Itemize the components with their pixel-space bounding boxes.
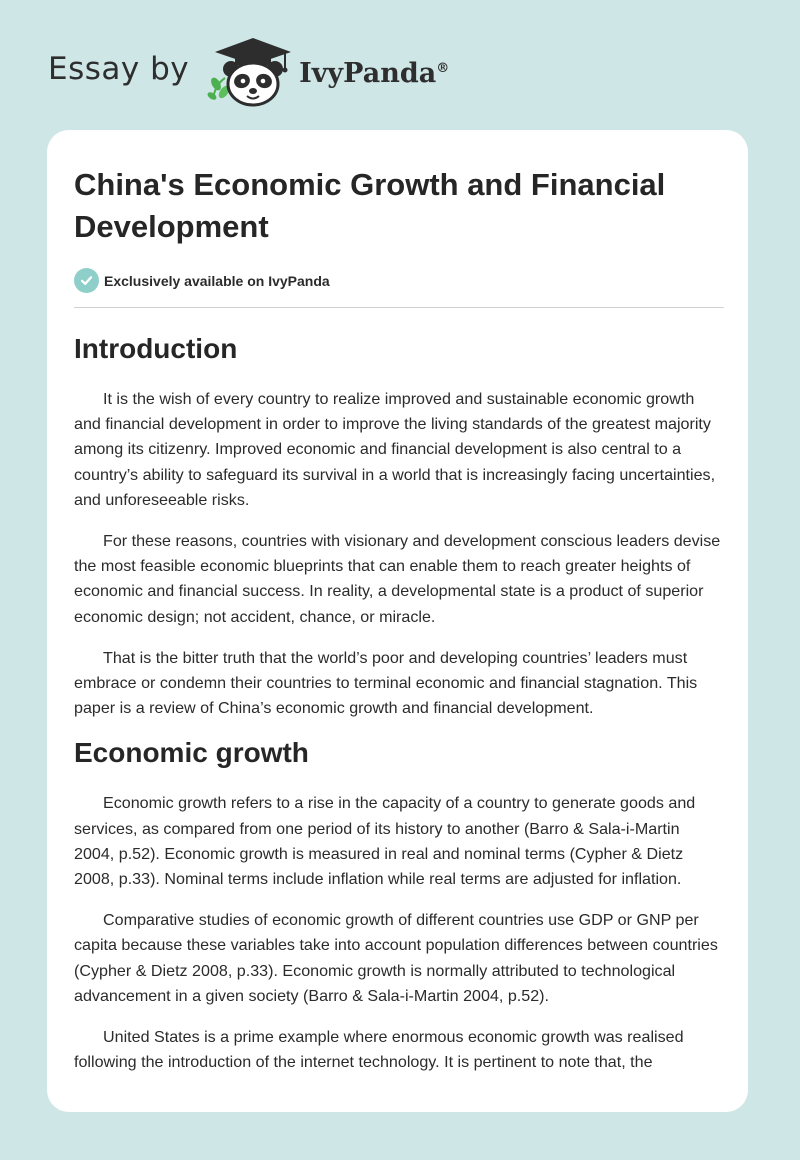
registered-mark: ® (436, 60, 450, 76)
title-divider (74, 307, 724, 308)
paragraph: United States is a prime example where enormous economic growth was realised following the introduction of the internet technology. It is pertinent to note that, the (74, 1028, 684, 1072)
check-badge (74, 268, 99, 293)
section-heading-introduction: Introduction (74, 333, 238, 364)
brand-header (48, 36, 449, 108)
paragraph: It is the wish of every country to realize improved and sustainable economic growth and financial development in order to improve the living standards of the greatest majority among its citizenry. Improved economic and financial development is also central to a country’s ability to safeguard its survival in a world that is increasingly facing uncertainties, and unforeseeable risks. (74, 390, 716, 509)
panda-graduation-cap-icon (203, 36, 295, 108)
essay-card (47, 130, 748, 1112)
exclusive-label: Exclusively available on IvyPanda (104, 272, 330, 289)
brand-name (299, 58, 449, 89)
paragraph: That is the bitter truth that the world’s poor and developing countries’ leaders must embrace or condemn their countries to terminal economic and financial stagnation. This paper is a review of China’s economic growth and financial development. (74, 648, 698, 718)
checkmark-icon (80, 274, 93, 287)
paragraph: Economic growth refers to a rise in the capacity of a country to generate goods and services, as compared from one period of its history to another (Barro & Sala-i-Martin 2004, p.52). Economic growth is measured in real and nominal terms (Cypher & Dietz 2008, p.33). Nominal terms include inflation while real terms are adjusted for inflation. (74, 794, 696, 889)
brand-name-text: IvyPanda (299, 57, 437, 89)
essay-content (74, 164, 724, 1075)
paragraph: For these reasons, countries with visionary and development conscious leaders devise the most feasible economic blueprints that can enable them to reach greater heights of economic and financial success. In reality, a developmental state is a product of superior economic design; not accident, chance, or miracle. (74, 532, 721, 626)
paragraph: Comparative studies of economic growth of different countries use GDP or GNP per capita because these variables take into account population differences between countries (Cypher & Dietz 2008, p.33). Economic growth is normally attributed to technological advancement in a given society (Barro & Sala-i-Martin 2004, p.52). (74, 911, 718, 1005)
exclusive-notice (74, 267, 724, 294)
section-heading-economic-growth: Economic growth (74, 737, 309, 769)
brand-prefix: Essay by (48, 51, 190, 87)
page-title: China's Economic Growth and Financial Development (74, 167, 666, 244)
